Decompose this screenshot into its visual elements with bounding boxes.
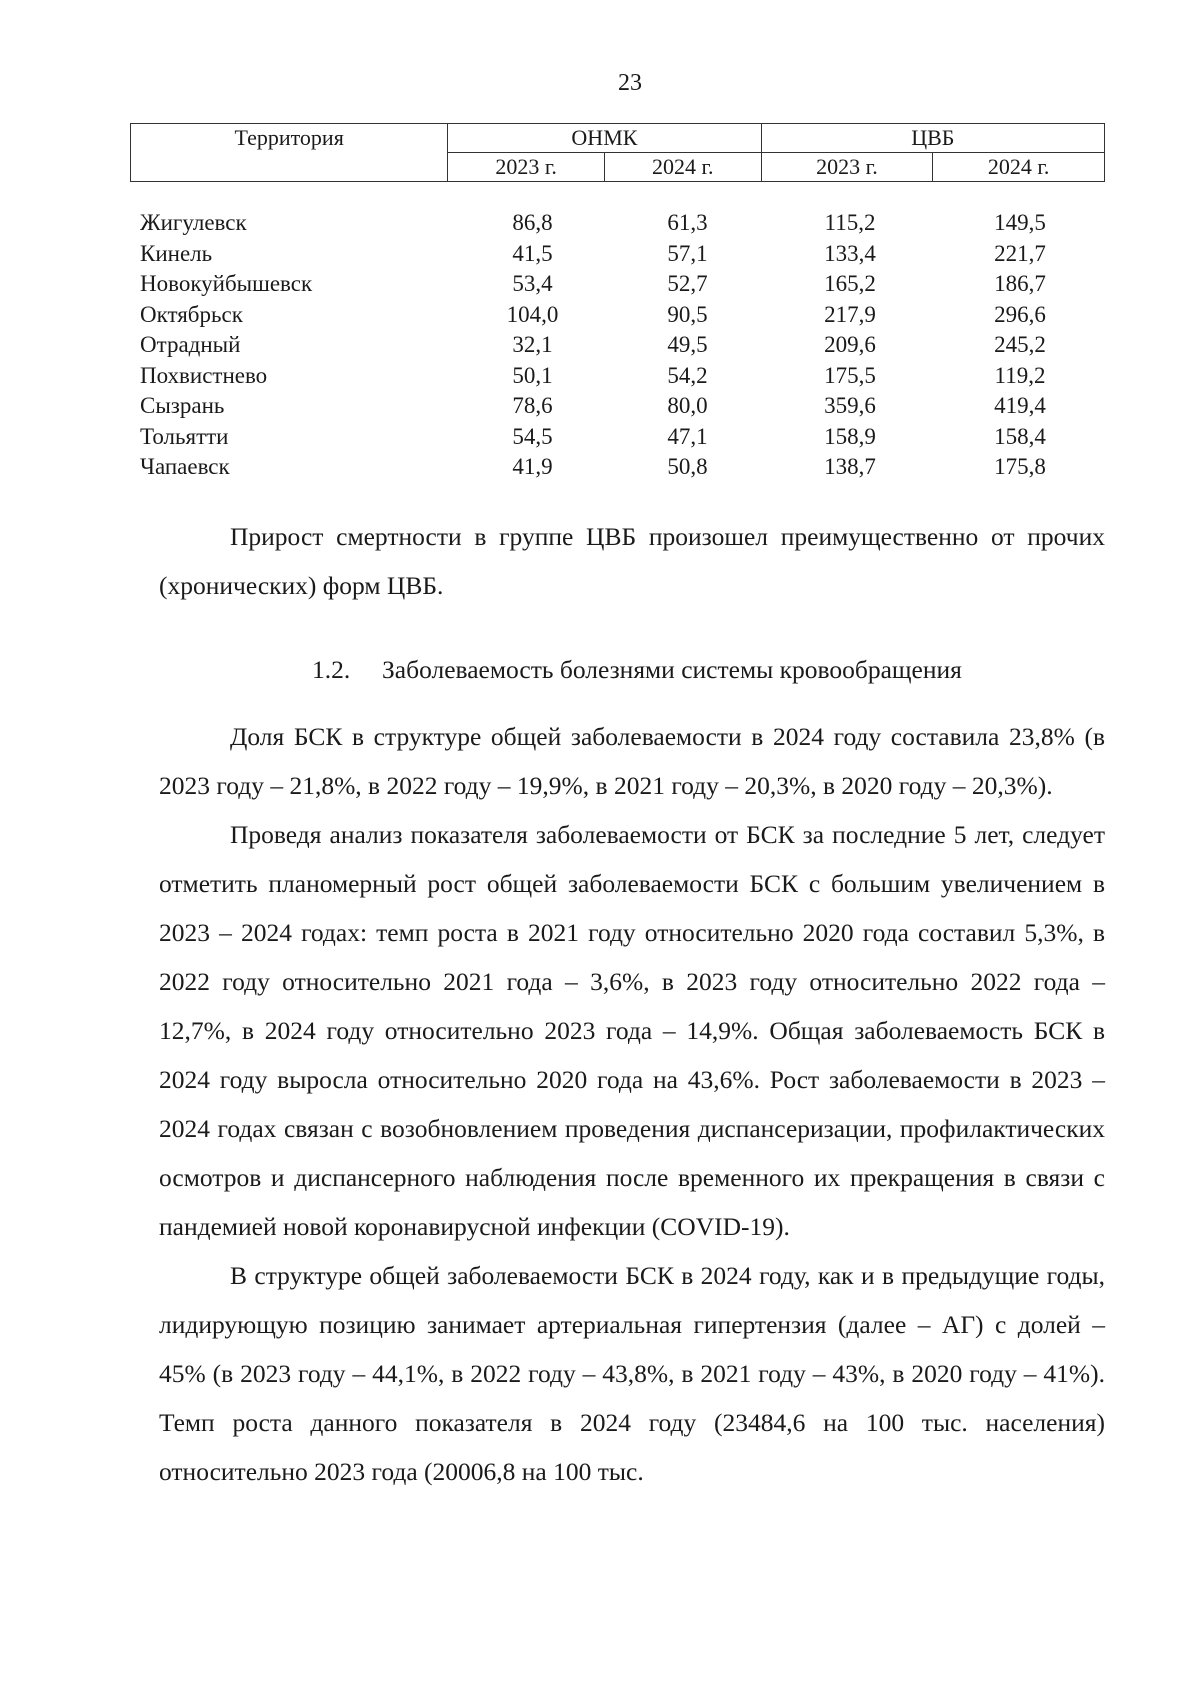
header-year: 2024 г. [933, 153, 1105, 182]
table-cell-value: 175,8 [994, 454, 1046, 479]
table-cell-value: 47,1 [667, 423, 708, 449]
header-year: 2023 г. [448, 153, 605, 182]
table-cell-value: 186,7 [994, 271, 1046, 296]
table-cell-value: 50,8 [667, 454, 708, 479]
table-cell-value: 78,6 [512, 393, 553, 418]
table-cell-value: 245,2 [994, 332, 1046, 357]
table-cell-value: 115,2 [824, 210, 876, 235]
body-text [159, 712, 1105, 1496]
table-cell-value: 53,4 [512, 271, 553, 296]
table-cell-value: 86,8 [512, 210, 553, 235]
table-cell-value: 149,5 [994, 210, 1046, 235]
paragraph-analysis: Проведя анализ показателя заболеваемости от БСК за последние 5 лет, следует отметить планомерный рост общей заболеваемости БСК с большим увеличением в 2023 – 2024 годах: темп роста в 2021 году относительно 2020 года составил 5,3%, в 2022 году относительно 2021 года – 3,6%, в 2023 году относительно 2022 года – 12,7%, в 2024 году относительно 2023 года – 14,9%. Общая заболеваемость БСК в 2024 году выросла относительно 2020 года на 43,6%. Рост заболеваемости в 2023 – 2024 годах связан с возобновлением проведения диспансеризации, профилактических осмотров и диспансерного наблюдения после временного их прекращения в связи с пандемией новой коронавирусной инфекции (COVID-19). [159, 820, 1105, 1241]
table-cell-value: 41,9 [512, 454, 553, 479]
table-cell-value: 32,1 [512, 332, 553, 357]
table-cell-value: 217,9 [824, 301, 876, 327]
table-cell-value: 133,4 [824, 240, 876, 266]
table-row [140, 269, 1105, 300]
table-cell-value: 158,4 [994, 423, 1046, 449]
table-cell-value: 221,7 [994, 240, 1046, 266]
territory-name: Сызрань [140, 393, 225, 418]
table-row [140, 239, 1105, 270]
header-year: 2023 г. [761, 153, 933, 182]
header-year: 2024 г. [604, 153, 761, 182]
territory-name: Жигулевск [140, 210, 247, 235]
table-row [140, 300, 1105, 331]
table-cell-value: 49,5 [667, 332, 708, 357]
table-row [140, 208, 1105, 239]
territory-name: Тольятти [140, 423, 229, 449]
table-cell-value: 119,2 [994, 362, 1046, 388]
table-row [140, 452, 1105, 483]
territory-name: Отрадный [140, 332, 241, 357]
section-title: Заболеваемость болезнями системы кровообращения [382, 655, 962, 684]
table-cell-value: 104,0 [506, 301, 559, 327]
table-cell-value: 90,5 [667, 301, 708, 327]
territory-name: Новокуйбышевск [140, 271, 313, 296]
section-heading [312, 655, 962, 685]
page-number: 23 [618, 70, 642, 96]
table-cell-value: 41,5 [512, 240, 553, 266]
section-number: 1.2. [312, 655, 351, 684]
territory-name: Похвистнево [140, 362, 268, 388]
territory-name: Чапаевск [140, 454, 230, 479]
table-cell-value: 52,7 [667, 271, 708, 296]
table-row [140, 361, 1105, 392]
data-table [140, 208, 1105, 483]
table-cell-value: 138,7 [824, 454, 876, 479]
paragraph-structure: В структуре общей заболеваемости БСК в 2024 году, как и в предыдущие годы, лидирующую позицию занимает артериальная гипертензия (далее – АГ) с долей – 45% (в 2023 году – 44,1%, в 2022 году – 43,8%, в 2021 году – 43%, в 2020 году – 41%). Темп роста данного показателя в 2024 году (23484,6 на 100 тыс. населения) относительно 2023 года (20006,8 на 100 тыс. [159, 1261, 1105, 1486]
table-cell-value: 296,6 [994, 301, 1046, 327]
paragraph-share: Доля БСК в структуре общей заболеваемости в 2024 году составила 23,8% (в 2023 году – 21,8%, в 2022 году – 19,9%, в 2021 году – 20,3%, в 2020 году – 20,3%). [159, 722, 1105, 800]
header-territory: Территория [131, 124, 448, 182]
table-cell-value: 50,1 [512, 362, 553, 388]
paragraph-mortality [159, 512, 1105, 610]
paragraph-text: Прирост смертности в группе ЦВБ произошел преимущественно от прочих (хронических) форм ЦВБ. [159, 522, 1105, 600]
table-row [140, 422, 1105, 453]
table-cell-value: 57,1 [667, 240, 708, 266]
header-cvb: ЦВБ [761, 124, 1104, 153]
header-onmk: ОНМК [448, 124, 761, 153]
table-header [130, 123, 1105, 182]
table-cell-value: 61,3 [667, 210, 708, 235]
table-row [140, 391, 1105, 422]
territory-name: Кинель [140, 240, 213, 266]
table-cell-value: 359,6 [824, 393, 876, 418]
table-cell-value: 165,2 [824, 271, 876, 296]
territory-name: Октябрьск [140, 301, 243, 327]
table-cell-value: 54,5 [512, 423, 553, 449]
table-cell-value: 158,9 [824, 423, 876, 449]
table-row [140, 330, 1105, 361]
table-cell-value: 54,2 [667, 362, 708, 388]
table-cell-value: 175,5 [824, 362, 876, 388]
table-cell-value: 80,0 [667, 393, 708, 418]
table-cell-value: 209,6 [824, 332, 876, 357]
table-cell-value: 419,4 [994, 393, 1046, 418]
